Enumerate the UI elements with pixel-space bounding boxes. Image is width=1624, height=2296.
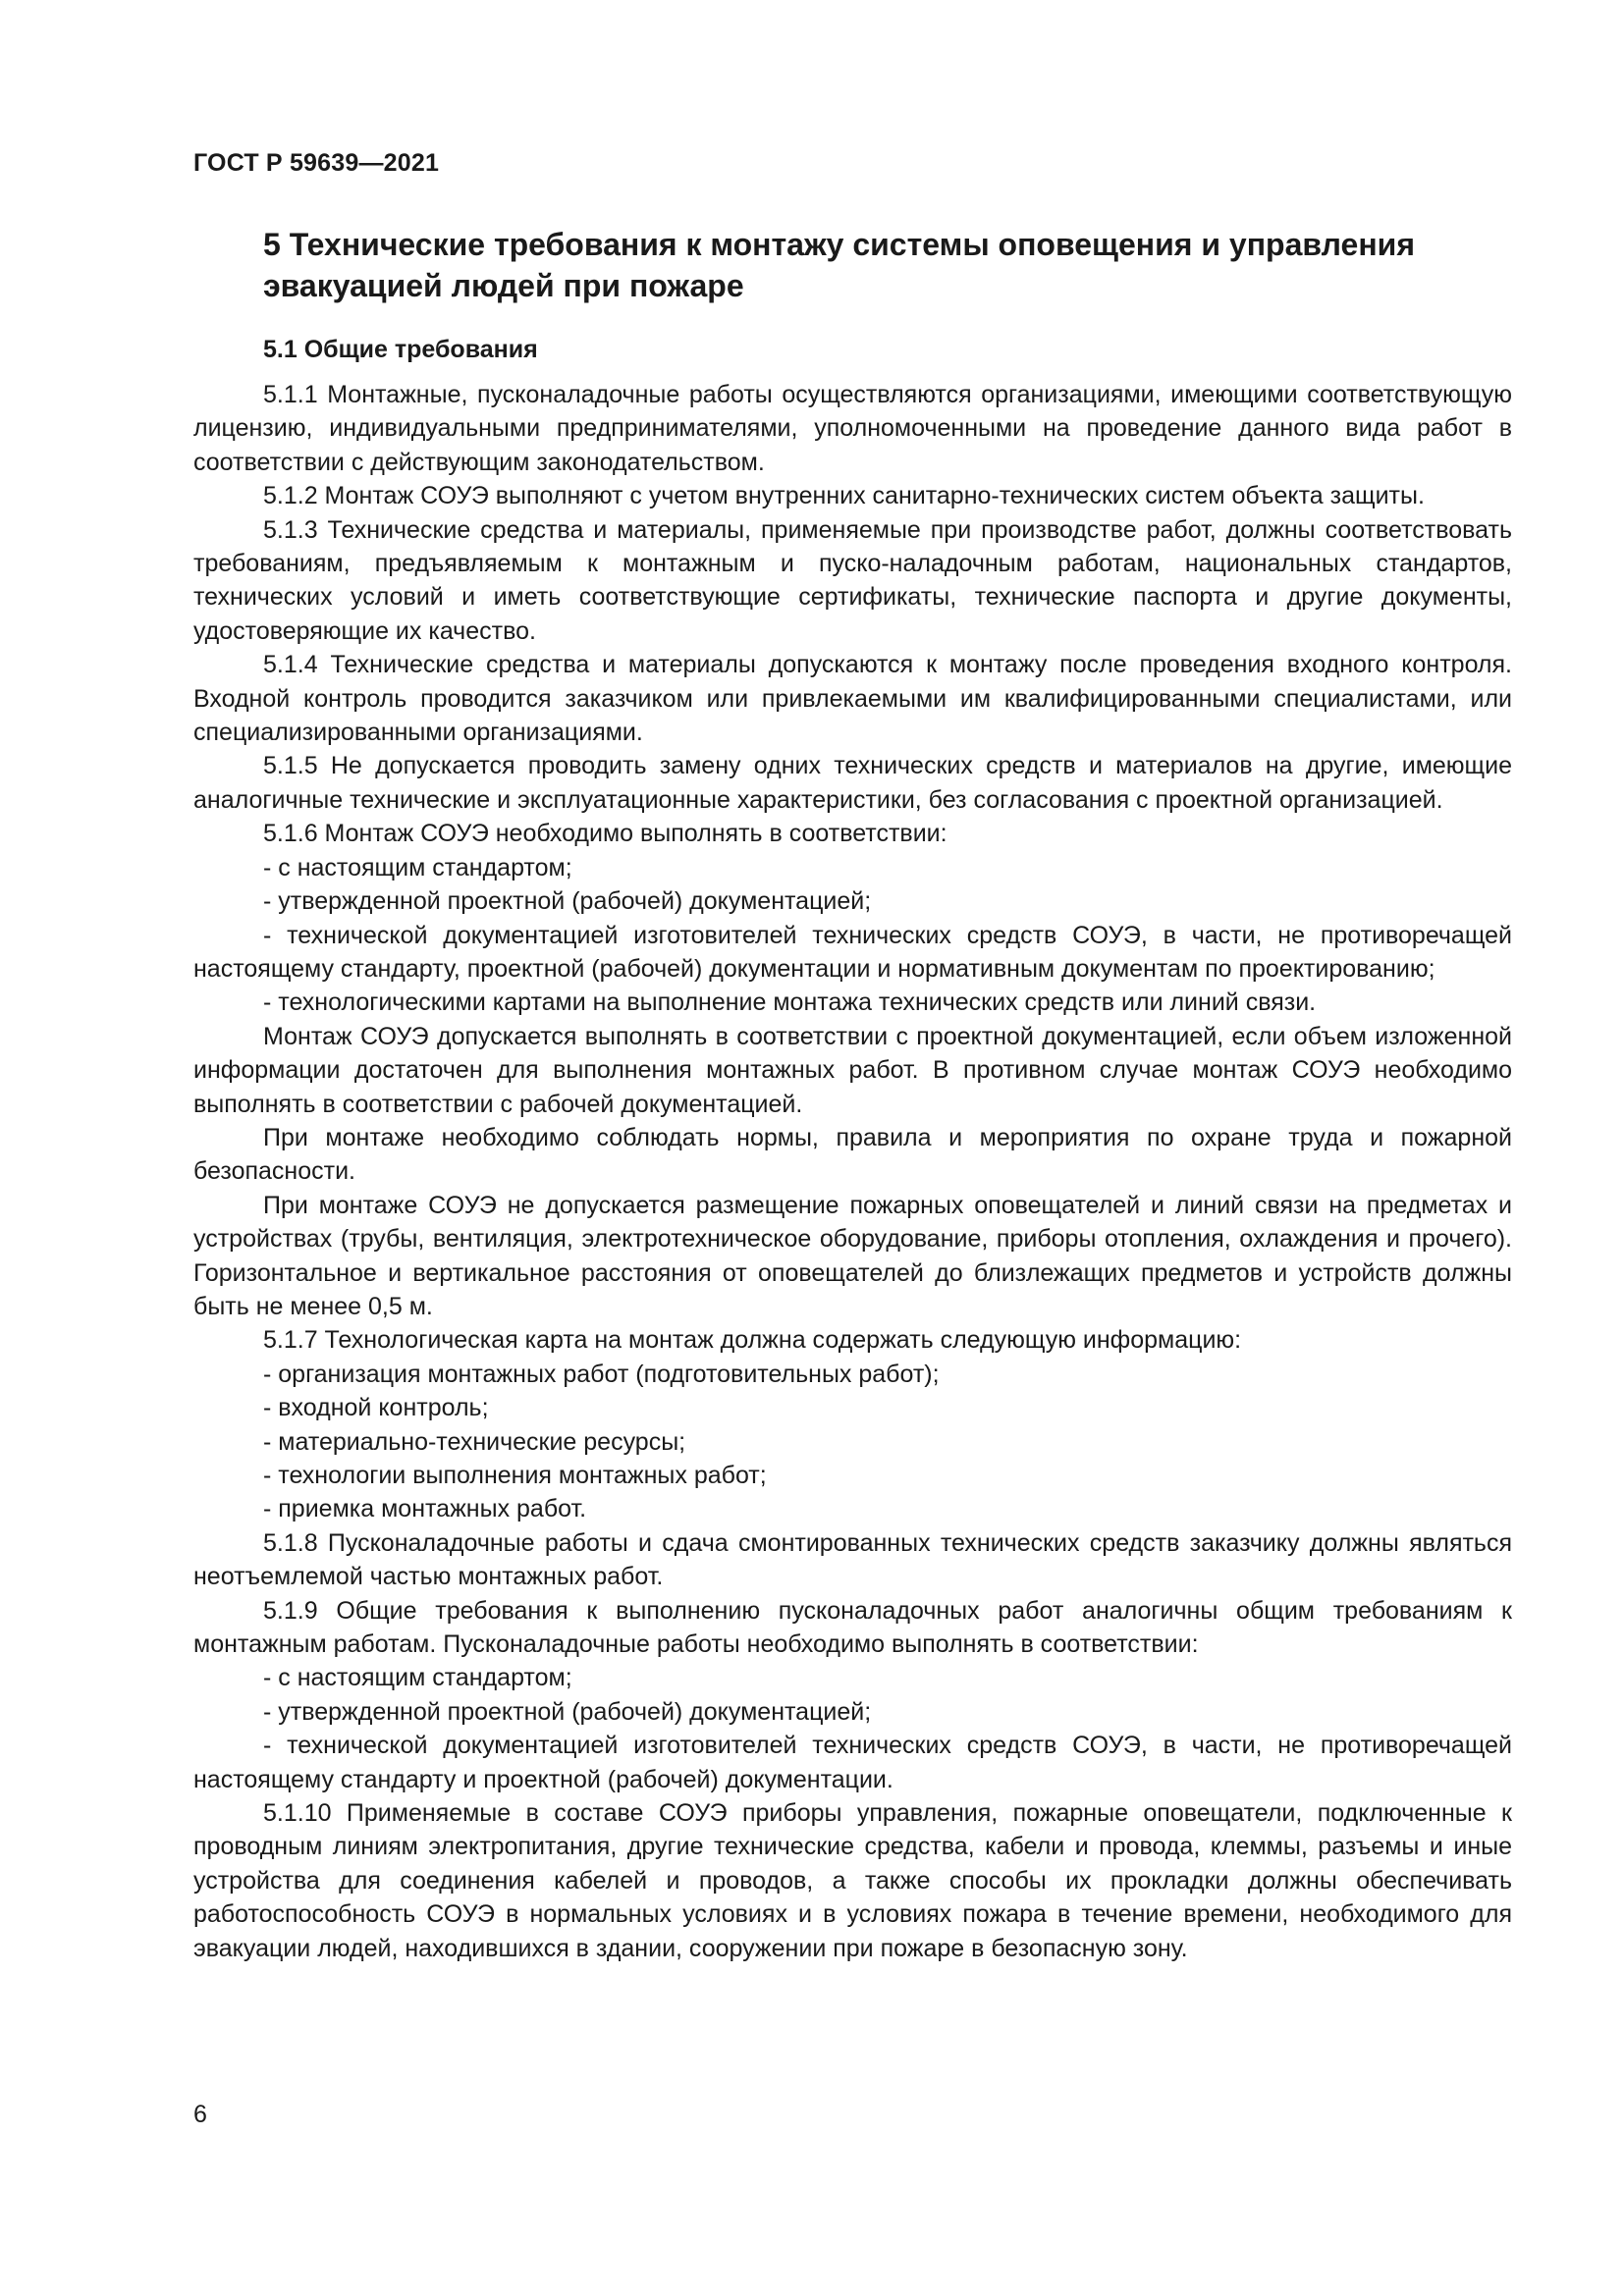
section-title: 5 Технические требования к монтажу системы оповещения и управления эвакуацией людей при пожаре — [263, 227, 1416, 303]
paragraph: При монтаже необходимо соблюдать нормы, правила и мероприятия по охране труда и пожарной безопасности. — [193, 1123, 1512, 1186]
list-item: - входной контроль; — [263, 1394, 489, 1422]
paragraph-5-1-2: 5.1.2 Монтаж СОУЭ выполняют с учетом внутренних санитарно-технических систем объекта защиты. — [263, 482, 1425, 510]
list-item: - материально-технические ресурсы; — [263, 1427, 686, 1456]
paragraph-5-1-3: 5.1.3 Технические средства и материалы, применяемые при производстве работ, должны соответствовать требованиям, предъявляемым к монтажным и пуско-наладочным работам, национальных стандартов, технических условий и иметь соответствующие сертификаты, технические паспорта и другие документы, удостоверяющие их качество. — [193, 515, 1512, 645]
list-item: - технологии выполнения монтажных работ; — [263, 1462, 767, 1489]
list-item: - технической документацией изготовителей технических средств СОУЭ, в части, не противоречащей настоящему стандарту и проектной (рабочей) документации. — [193, 1732, 1512, 1793]
paragraph-5-1-7: 5.1.7 Технологическая карта на монтаж должна содержать следующую информацию: — [263, 1326, 1242, 1355]
paragraph-5-1-4: 5.1.4 Технические средства и материалы допускаются к монтажу после проведения входного контроля. Входной контроль проводится заказчиком или привлекаемыми им квалифицированными специалистами, или специализированными организациями. — [193, 651, 1512, 747]
paragraph: При монтаже СОУЭ не допускается размещение пожарных оповещателей и линий связи на предметах и устройствах (трубы, вентиляция, электротехническое оборудование, приборы отопления, охлаждения и прочего). Горизонтальное и вертикальное расстояния от оповещателей до близлежащих предметов и устройств должны быть не менее 0,5 м. — [193, 1191, 1512, 1320]
list-item: - с настоящим стандартом; — [263, 1664, 572, 1692]
body-text — [193, 378, 1512, 1965]
paragraph-5-1-9: 5.1.9 Общие требования к выполнению пусконаладочных работ аналогичны общим требованиям к монтажным работам. Пусконаладочные работы необходимо выполнять в соответствии: — [193, 1596, 1512, 1659]
paragraph-5-1-1: 5.1.1 Монтажные, пусконаладочные работы осуществляются организациями, имеющими соответствующую лицензию, индивидуальными предпринимателями, уполномоченными на проведение данного вида работ в соответствии с действующим законодательством. — [193, 381, 1512, 476]
list-item: - технологическими картами на выполнение монтажа технических средств или линий связи. — [263, 988, 1317, 1017]
paragraph-5-1-5: 5.1.5 Не допускается проводить замену одних технических средств и материалов на другие, имеющие аналогичные технические и эксплуатационные характеристики, без согласования с проектной организацией. — [193, 752, 1512, 814]
list-item: - утвержденной проектной (рабочей) документацией; — [263, 887, 872, 916]
document-code-header: ГОСТ Р 59639—2021 — [193, 149, 440, 177]
paragraph-5-1-6: 5.1.6 Монтаж СОУЭ необходимо выполнять в соответствии: — [263, 820, 947, 848]
paragraph-5-1-8: 5.1.8 Пусконаладочные работы и сдача смонтированных технических средств заказчику должны являться неотъемлемой частью монтажных работ. — [193, 1528, 1512, 1591]
list-item: - утвержденной проектной (рабочей) документацией; — [263, 1697, 872, 1726]
paragraph: Монтаж СОУЭ допускается выполнять в соответствии с проектной документацией, если объем изложенной информации достаточен для выполнения монтажных работ. В противном случае монтаж СОУЭ необходимо выполнять в соответствии с рабочей документацией. — [193, 1022, 1512, 1118]
paragraph-5-1-10: 5.1.10 Применяемые в составе СОУЭ приборы управления, пожарные оповещатели, подключенные к проводным линиям электропитания, другие технические средства, кабели и провода, клеммы, разъемы и иные устройства для соединения кабелей и проводов, а также способы их прокладки должны обеспечивать работоспособность СОУЭ в нормальных условиях и в условиях пожара в течение времени, необходимого для эвакуации людей, находившихся в здании, сооружении при пожаре в безопасную зону. — [193, 1799, 1512, 1962]
list-item: - приемка монтажных работ. — [263, 1495, 587, 1523]
page-number: 6 — [193, 2101, 207, 2128]
list-item: - организация монтажных работ (подготовительных работ); — [263, 1360, 940, 1388]
list-item: - с настоящим стандартом; — [263, 853, 572, 881]
list-item: - технической документацией изготовителей технических средств СОУЭ, в части, не противоречащей настоящему стандарту, проектной (рабочей) документации и нормативным документам по проектированию; — [193, 921, 1512, 983]
subsection-title: 5.1 Общие требования — [263, 336, 538, 363]
